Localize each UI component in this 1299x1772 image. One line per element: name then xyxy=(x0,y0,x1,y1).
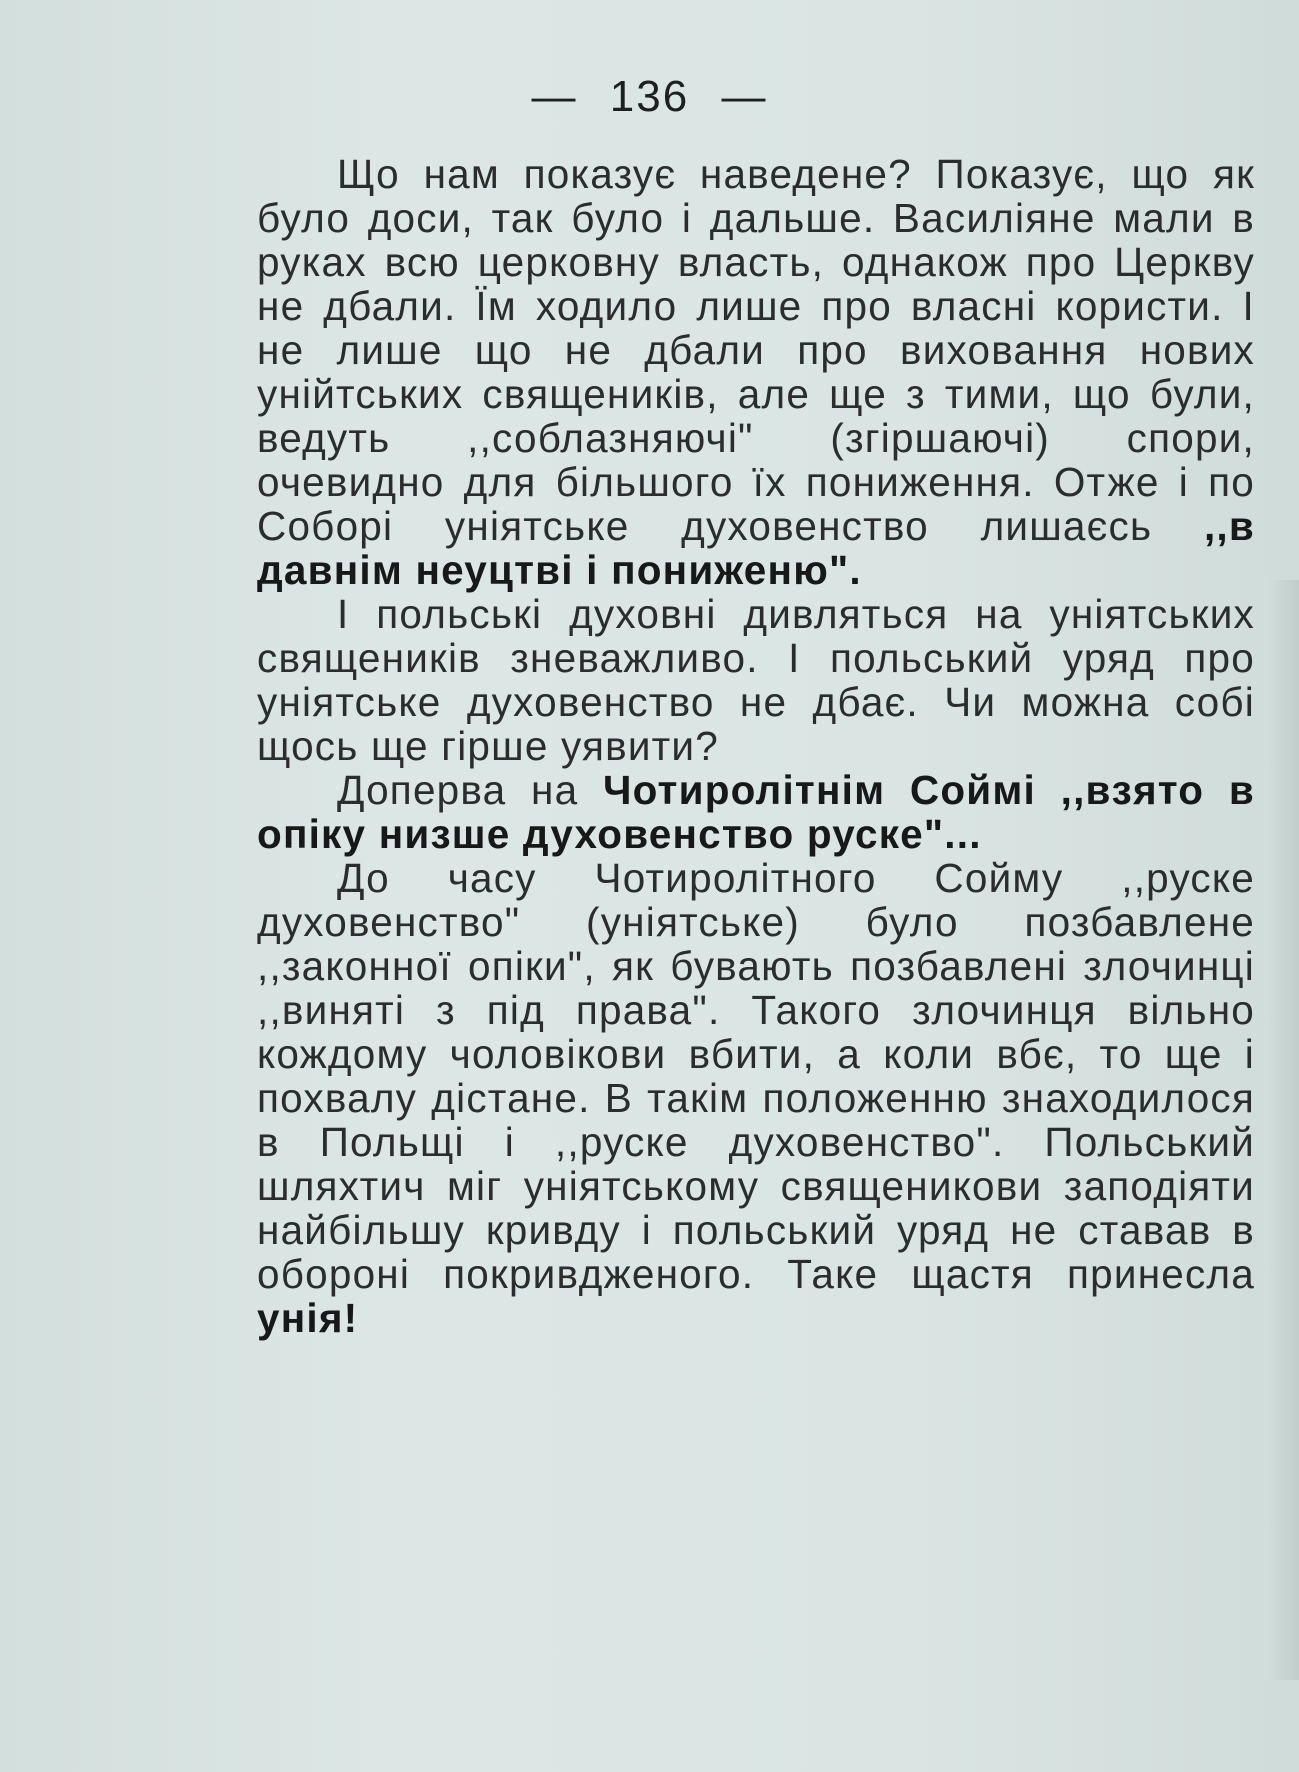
paragraph-3-bold: Чотиролітнім Соймі ,,взято в опіку низше духовенство руске"... xyxy=(257,767,1255,857)
paragraph-3-text: Доперва на xyxy=(337,767,603,813)
paragraph-1-bold: ,,в давнім неуцтві і пониженю". xyxy=(257,503,1255,593)
paragraph-2-text: І польські духовні дивляться на уніятських священиків зневажливо. І польський уряд про уніятське духовенство не дбає. Чи можна собі щось ще гірше уявити? xyxy=(257,591,1255,769)
page-edge-shadow xyxy=(1269,580,1299,1680)
body-text xyxy=(257,152,1255,1340)
header-dash-left: — xyxy=(531,72,578,121)
page-number: 136 xyxy=(609,72,690,121)
header-dash-right: — xyxy=(721,72,768,121)
paragraph-1 xyxy=(257,152,1255,592)
paragraph-4-text: До часу Чотиролітного Сойму ,,руске духовенство" (уніятське) було позбавлене ,,законної опіки", як бувають позбавлені злочинці ,,виняті з під права". Такого злочинця вільно кождому чоловікови вбити, а коли вбє, то ще і похвалу дістане. В такім положенню знаходилося в Польщі і ,,руске духовенство". Польський шляхтич міг уніятському священикови заподіяти найбільшу кривду і польський уряд не ставав в обороні покривдженого. Таке щастя принесла xyxy=(257,855,1255,1297)
paragraph-4-bold: унія! xyxy=(257,1295,359,1341)
paragraph-1-text: Що нам показує наведене? Показує, що як було доси, так було і дальше. Василіяне мали в руках всю церковну власть, однакож про Церкву не дбали. Їм ходило лише про власні користи. І не лише що не дбали про виховання нових унійтських священиків, але ще з тими, що були, ведуть ,,соблазняючі" (згіршаючі) спори, очевидно для більшого їх пониження. Отже і по Соборі уніятське духовенство лишаєсь xyxy=(257,151,1255,549)
paragraph-2 xyxy=(257,592,1255,768)
paragraph-4 xyxy=(257,856,1255,1340)
page-header xyxy=(0,72,1299,122)
paragraph-3 xyxy=(257,768,1255,856)
